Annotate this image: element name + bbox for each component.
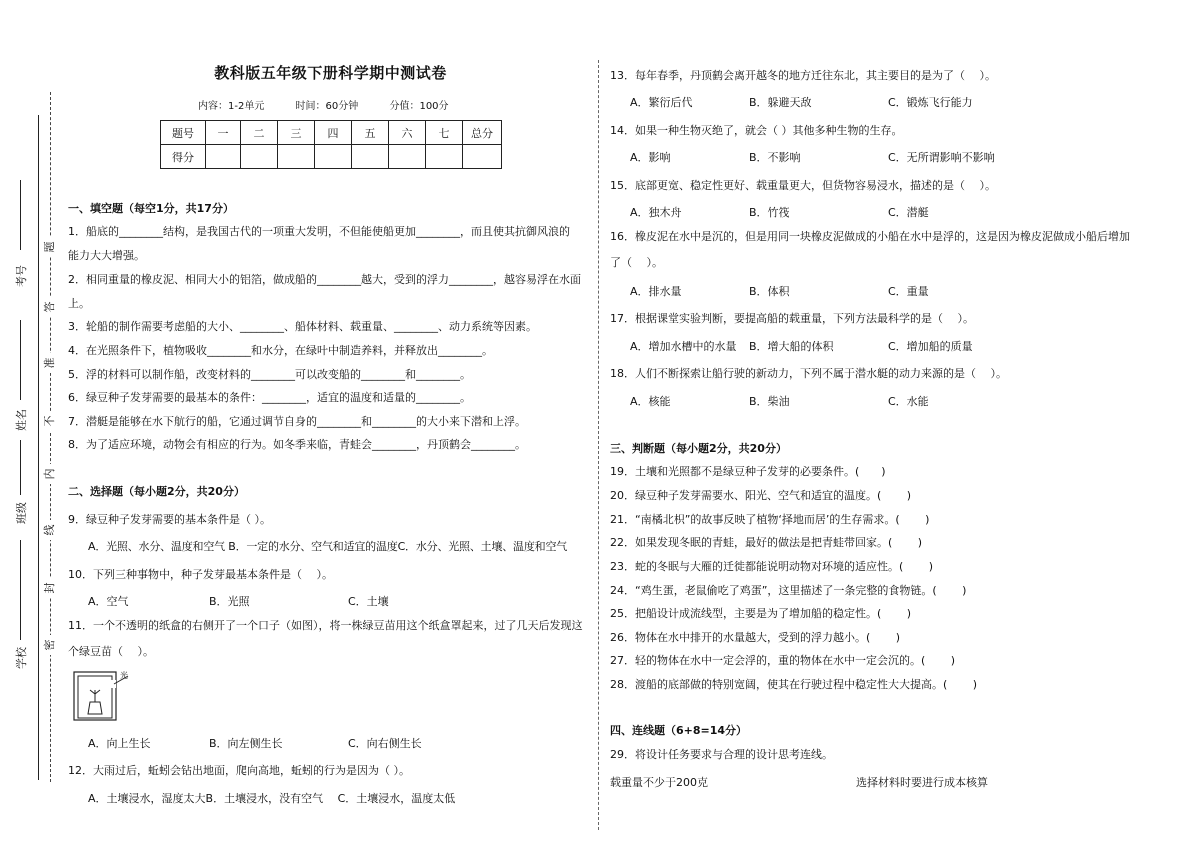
option-b: B．体积 <box>749 285 790 298</box>
table-cell: 得分 <box>161 145 206 169</box>
question-text: 21．“南橘北枳”的故事反映了植物‘择地而居’的生存需求。( ) <box>610 513 930 526</box>
section-heading: 三、判断题（每小题2分，共20分） <box>610 442 787 455</box>
question-text: 10．下列三种事物中，种子发芽最基本条件是（ ）。 <box>68 568 333 581</box>
option-c: C．重量 <box>888 285 929 298</box>
section-heading: 一、填空题（每空1分，共17分） <box>68 202 234 215</box>
option-c: C．水能 <box>888 395 929 408</box>
table-cell: 总分 <box>463 121 502 145</box>
exam-score: 分值：100分 <box>389 101 449 112</box>
question-text: 15．底部更宽、稳定性更好、载重量更大，但货物容易浸水，描述的是（ ）。 <box>610 179 996 192</box>
question-text: 25．把船设计成流线型，主要是为了增加船的稳定性。( ) <box>610 607 912 620</box>
option-a: A．排水量 <box>630 285 682 298</box>
seal-char: 答 <box>43 297 57 317</box>
option-b: B．光照 <box>209 595 250 608</box>
figure-label-light: 光 <box>120 671 128 680</box>
option-a: A．核能 <box>630 395 671 408</box>
option-c: C．向右侧生长 <box>348 737 422 750</box>
question-options: A．光照、水分、温度和空气 B．一定的水分、空气和适宜的温度C．水分、光照、土壤、温度和空气 <box>88 540 568 553</box>
name-blank[interactable] <box>20 320 21 400</box>
option-b: B．竹筏 <box>749 206 790 219</box>
question-text: 13．每年春季，丹顶鹤会离开越冬的地方迁往东北，其主要目的是为了（ ）。 <box>610 69 996 82</box>
binding-label-name: 姓名 <box>15 409 28 431</box>
question-text: 22．如果发现冬眠的青蛙，最好的做法是把青蛙带回家。( ) <box>610 536 923 549</box>
table-cell: 七 <box>426 121 463 145</box>
box-opening <box>110 680 116 688</box>
score-input-cell[interactable] <box>352 145 389 169</box>
table-cell: 五 <box>352 121 389 145</box>
column-divider <box>598 60 599 830</box>
school-blank[interactable] <box>20 540 21 640</box>
question-text: 个绿豆苗（ ）。 <box>68 645 154 658</box>
score-input-cell[interactable] <box>206 145 241 169</box>
score-table-score-row <box>161 145 502 169</box>
question-text: 27．轻的物体在水中一定会浮的，重的物体在水中一定会沉的。( ) <box>610 654 956 667</box>
table-cell: 三 <box>278 121 315 145</box>
question-text: 上。 <box>68 297 90 310</box>
score-input-cell[interactable] <box>278 145 315 169</box>
exam-info <box>198 97 477 112</box>
question-text: 9．绿豆种子发芽需要的基本条件是（ ）。 <box>68 513 271 526</box>
seal-char: 线 <box>43 520 57 540</box>
score-table-header-row <box>161 121 502 145</box>
question-text: 了（ ）。 <box>610 256 663 269</box>
class-blank[interactable] <box>20 440 21 495</box>
score-input-cell[interactable] <box>315 145 352 169</box>
exam-number-blank[interactable] <box>20 180 21 250</box>
option-b: B．增大船的体积 <box>749 340 834 353</box>
option-a: A．影响 <box>630 151 671 164</box>
question-options: A．土壤浸水，湿度太大B．土壤浸水，没有空气 C．土壤浸水，温度太低 <box>88 792 456 805</box>
question-text: 8．为了适应环境，动物会有相应的行为。如冬季来临，青蛙会________，丹顶鹤会________。 <box>68 438 526 451</box>
option-a: A．独木舟 <box>630 206 682 219</box>
question-text: 1．船底的________结构，是我国古代的一项重大发明，不但能使船更加________，而且使其抗御风浪的 <box>68 225 570 238</box>
option-a: A．空气 <box>88 595 129 608</box>
question-text: 19．土壤和光照都不是绿豆种子发芽的必要条件。( ) <box>610 465 886 478</box>
option-c: C．无所谓影响不影响 <box>888 151 995 164</box>
question-text: 26．物体在水中排开的水量越大，受到的浮力越小。( ) <box>610 631 901 644</box>
match-right-item[interactable]: 选择材料时要进行成本核算 <box>856 776 988 789</box>
question-text: 3．轮船的制作需要考虑船的大小、________、船体材料、载重量、________、动力系统等因素。 <box>68 320 537 333</box>
table-cell: 六 <box>389 121 426 145</box>
exam-scope: 内容：1-2单元 <box>198 101 265 112</box>
question-text: 28．渡船的底部做的特别宽阔，使其在行驶过程中稳定性大大提高。( ) <box>610 678 978 691</box>
question-text: 6．绿豆种子发芽需要的最基本的条件：________，适宜的温度和适量的________。 <box>68 391 471 404</box>
seal-char: 密 <box>43 635 57 655</box>
score-input-cell[interactable] <box>426 145 463 169</box>
option-a: A．增加水槽中的水量 <box>630 340 737 353</box>
option-b: B．不影响 <box>749 151 801 164</box>
binding-solid-line <box>38 115 39 780</box>
match-left-item[interactable]: 载重量不少于200克 <box>610 776 708 789</box>
seal-char: 封 <box>43 578 57 598</box>
option-c: C．锻炼飞行能力 <box>888 96 973 109</box>
question-text: 24．“鸡生蛋，老鼠偷吃了鸡蛋”，这里描述了一条完整的食物链。( ) <box>610 584 967 597</box>
exam-time: 时间：60分钟 <box>295 101 359 112</box>
question-text: 18．人们不断探索让船行驶的新动力，下列不属于潜水艇的动力来源的是（ ）。 <box>610 367 1007 380</box>
question-text: 4．在光照条件下，植物吸收________和水分，在绿叶中制造养料，并释放出________。 <box>68 344 493 357</box>
question-text: 12．大雨过后，蚯蚓会钻出地面，爬向高地，蚯蚓的行为是因为（ ）。 <box>68 764 410 777</box>
question-text: 16．橡皮泥在水中是沉的，但是用同一块橡皮泥做成的小船在水中是浮的，这是因为橡皮泥做成小船后增加 <box>610 230 1130 243</box>
seedling <box>90 690 100 702</box>
seal-char: 不 <box>43 411 57 431</box>
binding-dashed-line <box>50 92 51 782</box>
table-cell: 四 <box>315 121 352 145</box>
table-cell: 题号 <box>161 121 206 145</box>
score-table <box>160 120 502 169</box>
binding-label-exam-number: 考号 <box>15 265 28 287</box>
score-input-cell[interactable] <box>389 145 426 169</box>
score-input-cell[interactable] <box>241 145 278 169</box>
score-input-cell[interactable] <box>463 145 502 169</box>
option-b: B．向左侧生长 <box>209 737 283 750</box>
flowerpot <box>88 702 102 714</box>
binding-label-class: 班级 <box>15 502 28 524</box>
table-cell: 二 <box>241 121 278 145</box>
question-text: 23．蛇的冬眠与大雁的迁徙都能说明动物对环境的适应性。( ) <box>610 560 934 573</box>
option-c: C．潜艇 <box>888 206 929 219</box>
question-text: 17．根据课堂实验判断，要提高船的载重量，下列方法最科学的是（ ）。 <box>610 312 974 325</box>
seal-char: 准 <box>43 353 57 373</box>
question-text: 5．浮的材料可以制作船，改变材料的________可以改变船的________和________。 <box>68 368 471 381</box>
question-text: 29．将设计任务要求与合理的设计思考连线。 <box>610 748 833 761</box>
table-cell: 一 <box>206 121 241 145</box>
option-b: B．躲避天敌 <box>749 96 812 109</box>
page-title: 教科版五年级下册科学期中测试卷 <box>214 64 447 82</box>
seal-char: 内 <box>43 464 57 484</box>
section-heading: 四、连线题（6+8=14分） <box>610 724 748 737</box>
option-a: A．繁衍后代 <box>630 96 693 109</box>
question-text: 20．绿豆种子发芽需要水、阳光、空气和适宜的温度。( ) <box>610 489 912 502</box>
option-c: C．土壤 <box>348 595 389 608</box>
section-heading: 二、选择题（每小题2分，共20分） <box>68 485 245 498</box>
question-text: 能力大大增强。 <box>68 249 145 262</box>
binding-label-school: 学校 <box>15 647 28 669</box>
option-b: B．柴油 <box>749 395 790 408</box>
option-a: A．向上生长 <box>88 737 151 750</box>
question-text: 2．相同重量的橡皮泥、相同大小的铝箔，做成船的________越大，受到的浮力________，越容易浮在水面 <box>68 273 581 286</box>
binding-margin <box>0 0 70 849</box>
question-text: 14．如果一种生物灭绝了，就会（ ）其他多种生物的生存。 <box>610 124 903 137</box>
question-text: 7．潜艇是能够在水下航行的船，它通过调节自身的________和________的大小来下潜和上浮。 <box>68 415 526 428</box>
seal-char: 题 <box>43 237 57 257</box>
question-text: 11．一个不透明的纸盒的右侧开了一个口子（如图），将一株绿豆苗用这个纸盒罩起来，过了几天后发现这 <box>68 619 583 632</box>
option-c: C．增加船的质量 <box>888 340 973 353</box>
